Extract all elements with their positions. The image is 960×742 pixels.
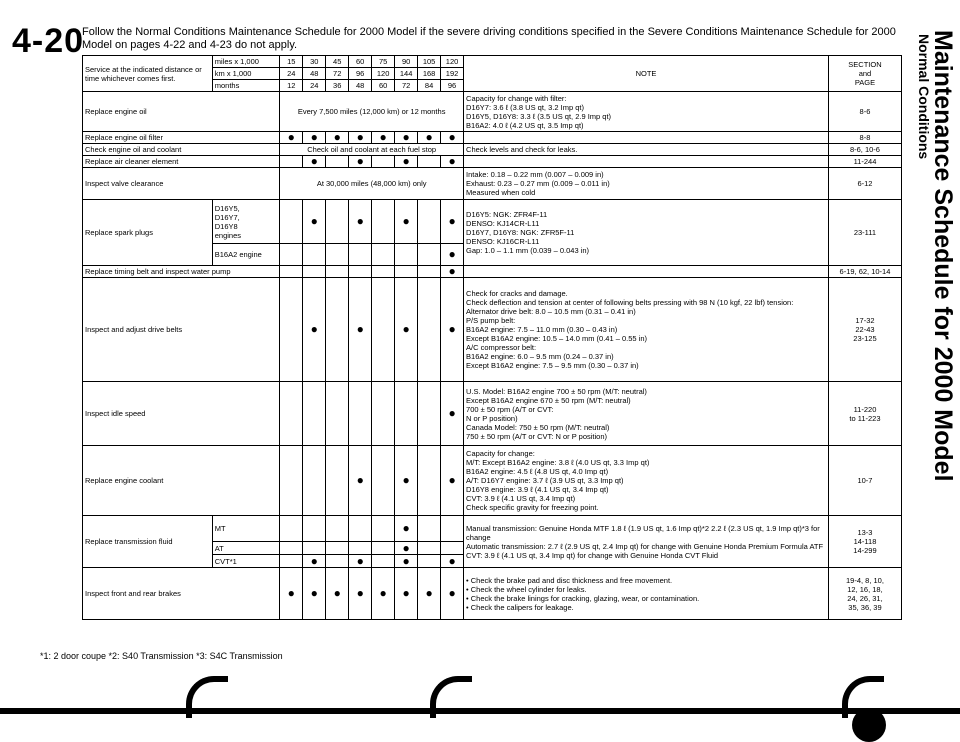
km-value: 72 [326, 68, 349, 80]
interval-cell [418, 542, 441, 555]
service-dot: ● [395, 446, 418, 516]
service-dot: ● [395, 555, 418, 568]
table-row [83, 266, 902, 278]
service-dot: ● [326, 568, 349, 620]
item-label: Inspect front and rear brakes [83, 568, 280, 620]
note-cell: Intake: 0.18 – 0.22 mm (0.007 – 0.009 in) Exhaust: 0.23 – 0.27 mm (0.009 – 0.011 in) Measured when cold [464, 168, 829, 200]
months-value: 96 [441, 80, 464, 92]
miles-value: 60 [349, 56, 372, 68]
service-dot: ● [395, 200, 418, 244]
service-dot: ● [326, 132, 349, 144]
interval-cell [441, 542, 464, 555]
note-cell: Manual transmission: Genuine Honda MTF 1.8 ℓ (1.9 US qt, 1.6 Imp qt)*2 2.2 ℓ (2.3 US qt, 1.9 Imp qt)*3 for change Automatic transmission: 2.7 ℓ (2.9 US qt, 2.4 Imp qt) for change with Genuine Honda Premium Formula ATF CVT: 3.9 ℓ (4.1 US qt, 3.4 Imp qt) for change with Genuine Honda CVT Fluid [464, 516, 829, 568]
service-dot: ● [395, 516, 418, 542]
service-dot: ● [441, 266, 464, 278]
note-cell: Check for cracks and damage. Check deflection and tension at center of following belts pressing with 98 N (10 kgf, 22 lbf) tension: Alternator drive belt: 8.0 – 10.5 mm (0.31 – 0.41 in) P/S pump belt: B16A2 engine: 7.5 – 11.0 mm (0.30 – 0.43 in) Except B16A2 engine: 10.5 – 14.0 mm (0.41 – 0.55 in) A/C compressor belt: B16A2 engine: 6.0 – 9.5 mm (0.24 – 0.37 in) Except B16A2 engine: 7.5 – 9.5 mm (0.30 – 0.37 in) [464, 278, 829, 382]
interval-span: At 30,000 miles (48,000 km) only [280, 168, 464, 200]
interval-cell [372, 382, 395, 446]
section-cell: 11-220 to 11-223 [828, 382, 901, 446]
note-cell [464, 156, 829, 168]
service-dot: ● [395, 542, 418, 555]
item-label: Replace engine coolant [83, 446, 280, 516]
interval-cell [441, 516, 464, 542]
interval-cell [326, 382, 349, 446]
interval-cell [280, 446, 303, 516]
table-row [83, 200, 902, 244]
miles-value: 45 [326, 56, 349, 68]
header-label-months: months [212, 80, 280, 92]
interval-cell [349, 266, 372, 278]
interval-cell [418, 516, 441, 542]
interval-span: Check oil and coolant at each fuel stop [280, 144, 464, 156]
interval-cell [372, 446, 395, 516]
service-dot: ● [372, 568, 395, 620]
item-sublabel: CVT*1 [212, 555, 280, 568]
note-cell: U.S. Model: B16A2 engine 700 ± 50 rpm (M/T: neutral) Except B16A2 engine 670 ± 50 rpm (M/T: neutral) 700 ± 50 rpm (A/T or CVT: N or P position) Canada Model: 750 ± 50 rpm (M/T: neutral) 750 ± 50 rpm (A/T or CVT: N or P position) [464, 382, 829, 446]
interval-cell [418, 446, 441, 516]
section-cell: 19-4, 8, 10, 12, 16, 18, 24, 26, 31, 35, 36, 39 [828, 568, 901, 620]
service-dot: ● [441, 132, 464, 144]
note-cell [464, 132, 829, 144]
interval-cell [372, 555, 395, 568]
page-number: 4-20 [12, 22, 85, 60]
interval-cell [418, 382, 441, 446]
header-row-miles [83, 56, 902, 68]
months-value: 36 [326, 80, 349, 92]
months-value: 12 [280, 80, 303, 92]
item-label: Inspect idle speed [83, 382, 280, 446]
interval-cell [280, 244, 303, 266]
bottom-rule [0, 708, 960, 714]
interval-cell [280, 156, 303, 168]
service-dot: ● [441, 156, 464, 168]
interval-cell [280, 516, 303, 542]
service-dot: ● [303, 555, 326, 568]
interval-cell [372, 542, 395, 555]
service-dot: ● [349, 200, 372, 244]
note-header: NOTE [464, 56, 829, 92]
interval-cell [349, 244, 372, 266]
interval-cell [326, 156, 349, 168]
interval-cell [395, 244, 418, 266]
note-cell: D16Y5: NGK: ZFR4F-11 DENSO: KJ14CR-L11 D16Y7, D16Y8: NGK: ZFR5F-11 DENSO: KJ16CR-L11 Gap: 1.0 – 1.1 mm (0.039 – 0.043 in) [464, 200, 829, 266]
service-dot: ● [349, 156, 372, 168]
miles-value: 105 [418, 56, 441, 68]
interval-cell [303, 382, 326, 446]
months-value: 72 [395, 80, 418, 92]
header-label-km: km x 1,000 [212, 68, 280, 80]
interval-cell [372, 516, 395, 542]
months-value: 60 [372, 80, 395, 92]
section-cell: 8-6 [828, 92, 901, 132]
item-sublabel: AT [212, 542, 280, 555]
km-value: 120 [372, 68, 395, 80]
item-label: Inspect valve clearance [83, 168, 280, 200]
item-label: Inspect and adjust drive belts [83, 278, 280, 382]
interval-cell [395, 382, 418, 446]
service-dot: ● [349, 132, 372, 144]
note-cell: Check levels and check for leaks. [464, 144, 829, 156]
interval-cell [280, 266, 303, 278]
item-sublabel: MT [212, 516, 280, 542]
service-dot: ● [349, 446, 372, 516]
note-cell: Capacity for change: M/T: Except B16A2 engine: 3.8 ℓ (4.0 US qt, 3.3 Imp qt) B16A2 engine: 4.5 ℓ (4.8 US qt, 4.0 Imp qt) A/T: D16Y7 engine: 3.7 ℓ (3.9 US qt, 3.3 Imp qt) D16Y8 engine: 3.9 ℓ (4.1 US qt, 3.4 Imp qt) CVT: 3.9 ℓ (4.1 US qt, 3.4 Imp qt) Check specific gravity for freezing point. [464, 446, 829, 516]
interval-cell [280, 278, 303, 382]
service-dot: ● [441, 568, 464, 620]
months-value: 24 [303, 80, 326, 92]
interval-cell [372, 244, 395, 266]
binding-hook-icon [186, 676, 228, 718]
table-row [83, 168, 902, 200]
section-header: SECTION and PAGE [828, 56, 901, 92]
service-dot: ● [395, 132, 418, 144]
maintenance-schedule-table [82, 55, 902, 620]
footnote: *1: 2 door coupe *2: S40 Transmission *3: S4C Transmission [40, 651, 283, 661]
interval-cell [372, 266, 395, 278]
service-dot: ● [372, 132, 395, 144]
table-row [83, 446, 902, 516]
item-sublabel: D16Y5, D16Y7, D16Y8 engines [212, 200, 280, 244]
service-dot: ● [441, 382, 464, 446]
note-cell: Capacity for change with filter: D16Y7: 3.6 ℓ (3.8 US qt, 3.2 Imp qt) D16Y5, D16Y8: 3.3 ℓ (3.5 US qt, 2.9 Imp qt) B16A2: 4.0 ℓ (4.2 US qt, 3.5 Imp qt) [464, 92, 829, 132]
interval-cell [326, 278, 349, 382]
service-dot: ● [395, 568, 418, 620]
interval-cell [280, 542, 303, 555]
interval-cell [280, 200, 303, 244]
service-dot: ● [395, 156, 418, 168]
item-label: Check engine oil and coolant [83, 144, 280, 156]
km-value: 168 [418, 68, 441, 80]
section-cell: 8-8 [828, 132, 901, 144]
item-label: Replace spark plugs [83, 200, 213, 266]
service-dot: ● [303, 132, 326, 144]
service-dot: ● [441, 446, 464, 516]
service-dot: ● [303, 278, 326, 382]
item-label: Replace engine oil filter [83, 132, 280, 144]
interval-cell [418, 266, 441, 278]
page-title: Maintenance Schedule for 2000 Model [929, 30, 957, 482]
miles-value: 30 [303, 56, 326, 68]
interval-cell [303, 446, 326, 516]
service-dot: ● [441, 200, 464, 244]
service-dot: ● [280, 132, 303, 144]
note-cell: • Check the brake pad and disc thickness and free movement. • Check the wheel cylinder for leaks. • Check the brake linings for cracking, glazing, wear, or contamination. • Check the calipers for leakage. [464, 568, 829, 620]
km-value: 192 [441, 68, 464, 80]
interval-cell [418, 278, 441, 382]
table-row [83, 568, 902, 620]
km-value: 96 [349, 68, 372, 80]
table-row [83, 516, 902, 542]
item-label: Replace timing belt and inspect water pump [83, 266, 280, 278]
interval-cell [326, 446, 349, 516]
section-cell: 17-32 22-43 23-125 [828, 278, 901, 382]
km-value: 144 [395, 68, 418, 80]
page-subtitle: Normal Conditions [916, 34, 932, 160]
item-label: Replace air cleaner element [83, 156, 280, 168]
interval-cell [303, 516, 326, 542]
interval-cell [372, 156, 395, 168]
service-dot: ● [303, 200, 326, 244]
service-dot: ● [349, 555, 372, 568]
table-row [83, 382, 902, 446]
interval-cell [418, 200, 441, 244]
section-cell: 8-6, 10-6 [828, 144, 901, 156]
section-cell: 10-7 [828, 446, 901, 516]
interval-cell [303, 266, 326, 278]
miles-value: 120 [441, 56, 464, 68]
table-row [83, 92, 902, 132]
binding-hook-icon [430, 676, 472, 718]
interval-cell [395, 266, 418, 278]
interval-cell [418, 555, 441, 568]
service-text: Service at the indicated distance or time whichever comes first. [83, 56, 213, 92]
interval-cell [418, 244, 441, 266]
miles-value: 15 [280, 56, 303, 68]
table-row [83, 278, 902, 382]
interval-cell [349, 542, 372, 555]
interval-cell [280, 555, 303, 568]
service-dot: ● [418, 132, 441, 144]
item-label: Replace engine oil [83, 92, 280, 132]
km-value: 24 [280, 68, 303, 80]
interval-cell [280, 382, 303, 446]
interval-cell [326, 516, 349, 542]
side-title [915, 30, 955, 650]
table-row [83, 132, 902, 144]
item-sublabel: B16A2 engine [212, 244, 280, 266]
section-cell: 6-12 [828, 168, 901, 200]
section-cell: 6-19, 62, 10-14 [828, 266, 901, 278]
table-row [83, 144, 902, 156]
intro-text: Follow the Normal Conditions Maintenance Schedule for 2000 Model if the severe driving conditions specified in the Severe Conditions Maintenance Schedule for 2000 Model on pages 4-22 and 4-23 do not apply. [82, 26, 896, 51]
interval-cell [418, 156, 441, 168]
miles-value: 90 [395, 56, 418, 68]
service-dot: ● [418, 568, 441, 620]
interval-cell [326, 555, 349, 568]
header-label-miles: miles x 1,000 [212, 56, 280, 68]
interval-cell [303, 542, 326, 555]
service-dot: ● [349, 568, 372, 620]
interval-cell [326, 200, 349, 244]
interval-cell [372, 278, 395, 382]
item-label: Replace transmission fluid [83, 516, 213, 568]
interval-cell [372, 200, 395, 244]
service-dot: ● [441, 555, 464, 568]
section-cell: 13-3 14-118 14-299 [828, 516, 901, 568]
interval-cell [349, 516, 372, 542]
service-dot: ● [303, 156, 326, 168]
section-cell: 11-244 [828, 156, 901, 168]
note-cell [464, 266, 829, 278]
service-dot: ● [349, 278, 372, 382]
binding-disc-icon [852, 708, 886, 742]
section-cell: 23-111 [828, 200, 901, 266]
interval-span: Every 7,500 miles (12,000 km) or 12 months [280, 92, 464, 132]
months-value: 84 [418, 80, 441, 92]
months-value: 48 [349, 80, 372, 92]
service-dot: ● [441, 244, 464, 266]
service-dot: ● [280, 568, 303, 620]
interval-cell [326, 266, 349, 278]
interval-cell [303, 244, 326, 266]
km-value: 48 [303, 68, 326, 80]
interval-cell [349, 382, 372, 446]
service-dot: ● [395, 278, 418, 382]
table-row [83, 156, 902, 168]
service-dot: ● [441, 278, 464, 382]
interval-cell [326, 542, 349, 555]
miles-value: 75 [372, 56, 395, 68]
service-dot: ● [303, 568, 326, 620]
interval-cell [326, 244, 349, 266]
